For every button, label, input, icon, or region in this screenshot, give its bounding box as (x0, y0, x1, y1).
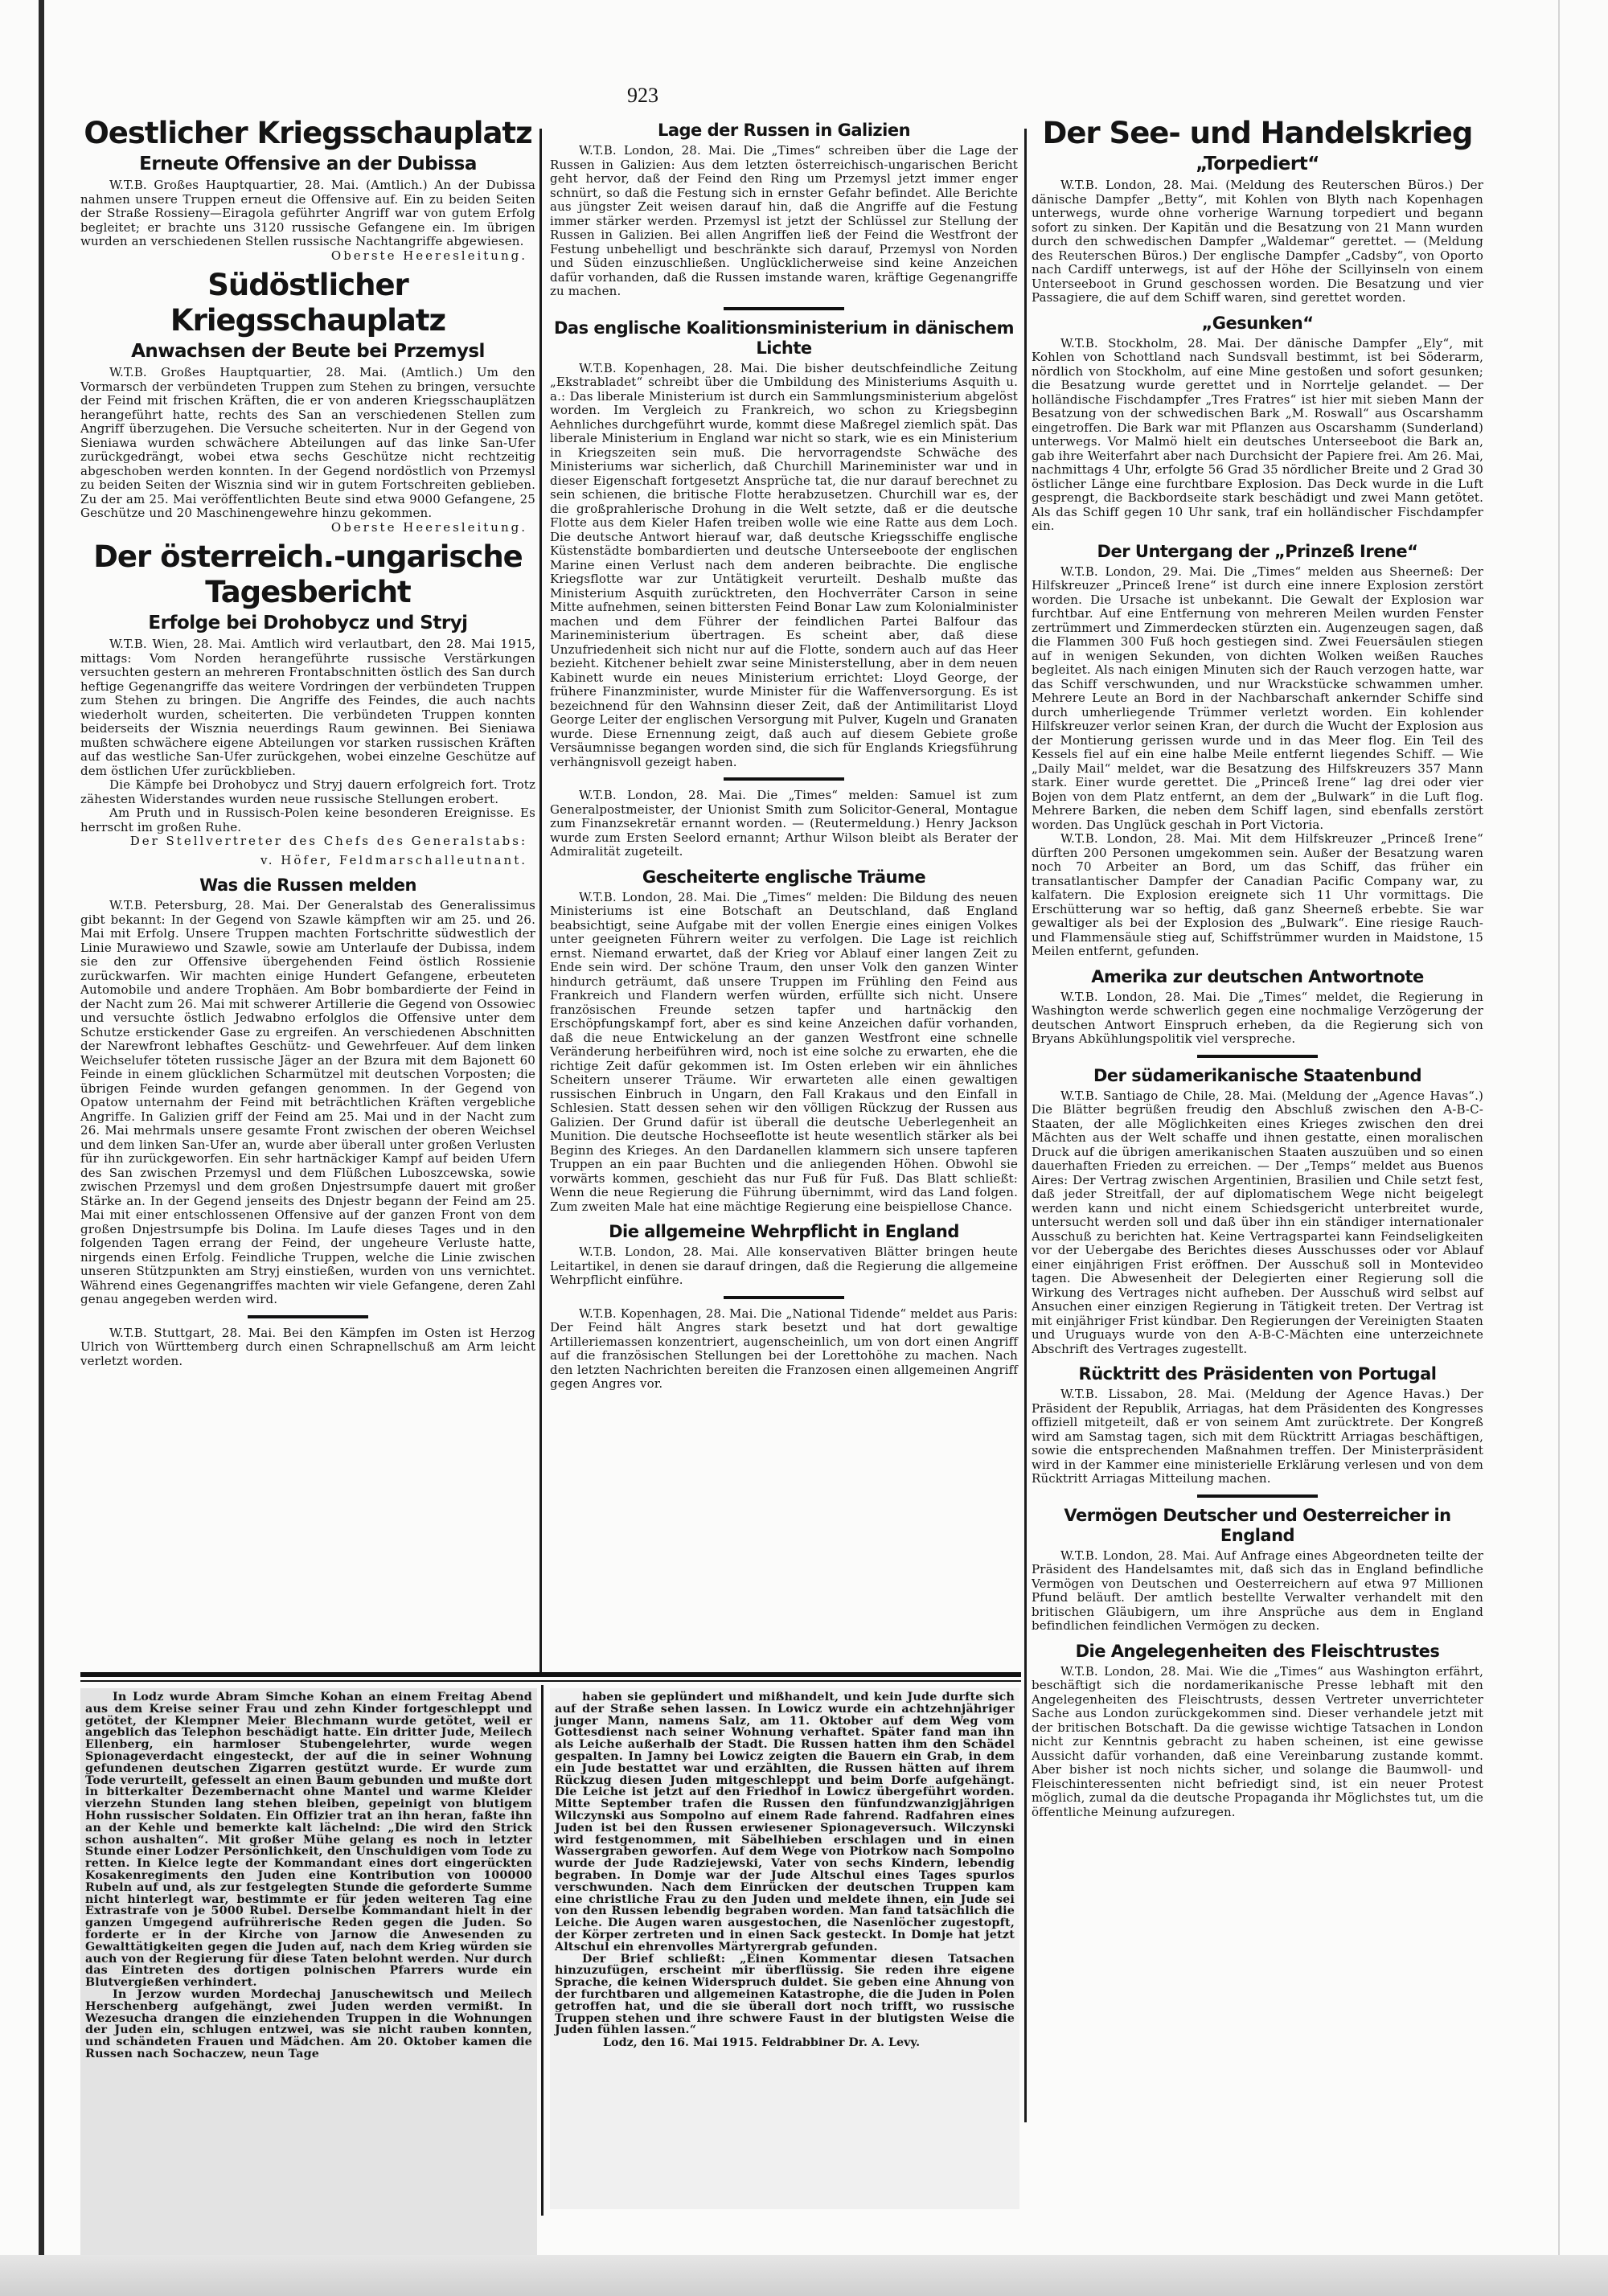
paragraph: W.T.B. London, 28. Mai. Auf Anfrage eines Abgeordneten teilte der Präsident des Handelsamtes mit, daß sich das in England befindliche Vermögen von Deutschen und Oesterreichern auf etwa 97 Millionen Pfund beläuft. Der amtlich bestellte Verwalter verhandelt mit den britischen Gläubigern, um ihre Ansprüche aus dem in England befindlichen feindlichen Vermögen zu decken. (1032, 1548, 1483, 1633)
paragraph: W.T.B. London, 28. Mai. Mit dem Hilfskreuzer „Princeß Irene“ dürften 200 Personen umgekommen sein. Außer der Besatzung waren noch 70 Arbeiter an Bord, um das Schiff, das früher ein transatlantischer Dampfer der Canadian Pacific Company war, zu kalfatern. Die Explosion ereignete sich 11 Uhr vormittags. Die Erschütterung war so heftig, daß ganz Sheerneß erbebte. Sie war gewaltiger als bei der Explosion des „Bulwark“. Eine riesige Rauch- und Flammensäule stieg auf, Schiffstrümmer wurden in Maidstone, 15 Meilen entfernt, gefunden. (1032, 831, 1483, 958)
paragraph: W.T.B. Kopenhagen, 28. Mai. Die bisher deutschfeindliche Zeitung „Ekstrabladet“ schreibt über die Umbildung des Ministeriums Asquith u. a.: Das liberale Ministerium ist durch ein Sammlungsministerium abgelöst worden. Im Vergleich zu Frankreich, wo schon zu Kriegsbeginn Aehnliches durchgeführt wurde, kommt diese Maßregel ziemlich spät. Das liberale Ministerium in England war nicht so stark, wie es ein Ministerium in Kriegszeiten sein muß. Die hervorragendste Schwäche des Ministeriums war sicherlich, daß Churchill Marineminister war und in dieser Eigenschaft fortgesetzt Ansprüche tat, die nur darauf berechnet zu sein schienen, die britische Flotte herabzusetzen. Churchill war es, der die großprahlerische Drohung in die Welt setzte, daß er die deutsche Flotte aus dem Kieler Hafen treiben wolle wie eine Ratte aus dem Loch. Die deutsche Antwort hierauf war, daß deutsche Kriegsschiffe englische Küstenstädte bombardierten und deutsche Unterseeboote der englischen Marine einen Verlust nach dem anderen beibrachte. Die englische Kriegsflotte war zur Untätigkeit verurteilt. Deshalb mußte das Ministerium Asquith zurücktreten, den Hochverräter Carson in seine Mitte aufnehmen, seinen bittersten Feind Bonar Law zum Kolonialminister machen und dem Führer der feindlichen Partei Balfour das Marineministerium übertragen. Es scheint aber, daß diese Unzufriedenheit sich nicht nur auf die Flotte, sondern auch auf das Heer bezieht. Kitchener behielt zwar seine Ministerstellung, aber in dem neuen Kabinett wurde ein neues Ministerium errichtet: Lloyd George, der frühere Finanzminister, wurde Minister für die Waffenversorgung. Es ist bezeichnend für den Wahnsinn dieser Zeit, daß der Antimilitarist Lloyd George Leiter der englischen Versorgung mit Pulver, Kugeln und Granaten wurde. Diese Ernennung zeigt, daß auch auf diesem Gebiete große Versäumnisse begangen worden sind, die sich für Englands Kriegsführung verhängnisvoll gezeigt haben. (550, 360, 1018, 769)
scan-edge-line (39, 0, 44, 2296)
section-heading: Oestlicher Kriegsschauplatz (84, 116, 532, 150)
article-heading: Rücktritt des Präsidenten von Portugal (1078, 1364, 1437, 1384)
bottom-article-right (550, 1688, 1019, 2209)
bottom-article-left (80, 1688, 537, 2257)
section-divider (80, 1672, 1021, 1677)
paragraph: W.T.B. Petersburg, 28. Mai. Der Generalstab des Generalissimus gibt bekannt: In der Gegend von Szawle kämpften wir am 25. und 26. Mai mit Erfolg. Unsere Truppen machten Fortschritte südwestlich der Linie Murawiewo und Szawle, sowie am Unterlaufe der Dubissa, indem sie den zur Offensive übergehenden Feind östlich Rossienie zurückwarfen. Wir machten einige Hundert Gefangene, erbeuteten Automobile und andere Trophäen. Am Bobr bombardierte der Feind in der Nacht zum 26. Mai mit schwerer Artillerie die Gegend von Ossowiec und versuchte östlich Jedwabno erfolglos die Offensive unter dem Schutze erstickender Gase zu ergreifen. An verschiedenen Abschnitten der Narewfront lebhaftes Geschütz- und Gewehrfeuer. Auf dem linken Weichselufer töteten russische Jäger an der Bzura mit dem Bajonett 60 Feinde in einem glücklichen Scharmützel mit deutschen Vorposten; die übrigen Feinde wurden gefangen genommen. In der Gegend von Opatow unternahm der Feind mit beträchtlichen Kräften vergebliche Angriffe. In Galizien griff der Feind am 25. Mai und in der Nacht zum 26. Mai mehrmals unsere gesamte Front zwischen der oberen Weichsel und dem linken San-Ufer an, wurde aber überall unter großen Verlusten für ihn zurückgeworfen. Ein sehr hartnäckiger Kampf auf beiden Ufern des San zwischen Przemysl und dem Flüßchen Luboszcewska, sowie zwischen Przemysl und dem großen Dnjestrsumpfe dauert mit großer Stärke an. In der Gegend jenseits des Dnjestr begann der Feind am 25. Mai mit einer entschlossenen Offensive auf der ganzen Front von dem großen Dnjestrsumpfe bis Dolina. Im Laufe dieses Tages und in den folgenden Tagen errang der Feind, der ungeheure Verluste hatte, nirgends einen Erfolg. Feindliche Truppen, welche die Linie zwischen unseren Stützpunkten am Stryj einstießen, wurden von uns vernichtet. Während eines Gegenangriffes machten wir viele Gefangene, deren Zahl genau angegeben werden wird. (80, 898, 535, 1306)
article-heading: Gescheiterte englische Träume (642, 867, 926, 887)
page-edge (1558, 0, 1560, 2296)
section-heading: Der österreich.-ungarische Tagesbericht (93, 539, 523, 609)
paragraph: Der Brief schließt: „Einen Kommentar diesen Tatsachen hinzuzufügen, erscheint mir überflüssig. Sie reden ihre eigene Sprache, die keinen Widerspruch duldet. Sie geben eine Ahnung von der furchtbaren und allgemeinen Katastrophe, die die Juden in Polen getroffen hat, und die sie überall dort noch trifft, wo russische Truppen stehen und ihre schwere Faust in der blutigsten Weise die Juden fühlen lassen.“ (555, 1952, 1015, 2037)
article-heading: Was die Russen melden (199, 875, 416, 895)
paragraph: W.T.B. Stockholm, 28. Mai. Der dänische Dampfer „Ely“, mit Kohlen von Schottland nach Sundsvall bestimmt, ist bei Söderarm, nördlich von Stockholm, auf eine Mine gestoßen und sofort gesunken; die Besatzung wurde gerettet und in Norrtelje gelandet. — Der holländische Fischdampfer „Tres Fratres“ ist hier mit sieben Mann der Besatzung von der schwedischen Bark „M. Roswall“ aus Oscarshamm eingetroffen. Die Bark war mit Pflanzen aus Oscarshamm (Sunderland) unterwegs. Vor Malmö hielt ein deutsches Unterseeboot die Bark an, gab ihre Weiterfahrt aber nach Durchsicht der Papiere frei. Am 26. Mai, nachmittags 4 Uhr, erfolgte 56 Grad 35 nördlicher Breite und 2 Grad 30 östlicher Länge eine furchtbare Explosion. Das Deck wurde in die Luft gesprengt, die Backbordseite stark beschädigt und zwei Mann getötet. Als das Schiff gegen 10 Uhr sank, traf ein holländischer Fischdampfer ein. (1032, 335, 1483, 533)
paragraph: W.T.B. London, 28. Mai. Die „Times“ schreiben über die Lage der Russen in Galizien: Aus dem letzten österreichisch-ungarischen Bericht geht hervor, daß der Feind den Ring um Przemysl jetzt immer enger schnürt, so daß die Festung sich in ernster Gefahr befindet. Alle Berichte aus jüngster Zeit weisen darauf hin, daß die Angriffe auf die Festung immer stärker werden. Przemysl ist jetzt der Schlüssel zur Stellung der Russen in Galizien. Bei allen Angriffen ließ der Feind die Westfront der Festung unbehelligt und beschränkte sich darauf, Przemysl von Norden und Süden einzuschließen. Unglücklicherweise sind keine Anzeichen dafür vorhanden, daß die Russen imstande waren, kräftige Gegenangriffe zu machen. (550, 143, 1018, 298)
divider-rule (724, 307, 844, 310)
article-heading: Amerika zur deutschen Antwortnote (1091, 966, 1424, 986)
paragraph: W.T.B. Stuttgart, 28. Mai. Bei den Kämpfen im Osten ist Herzog Ulrich von Württemberg durch einen Schrapnellschuß am Arm leicht verletzt worden. (80, 1325, 535, 1368)
article-heading: „Gesunken“ (1201, 313, 1314, 333)
paragraph: W.T.B. Kopenhagen, 28. Mai. Die „National Tidende“ meldet aus Paris: Der Feind hält Angres stark besetzt und hat dort gewaltige Artilleriemassen konzentriert, augenscheinlich, um von dort einen Angriff auf die französischen Stellungen bei der Lorettohöhe zu machen. Nach den letzten Nachrichten bereiten die Franzosen einen allgemeinen Angriff gegen Angres vor. (550, 1306, 1018, 1391)
article-heading: Die allgemeine Wehrpflicht in England (609, 1222, 959, 1241)
paragraph: W.T.B. London, 28. Mai. Alle konservativen Blätter bringen heute Leitartikel, in denen sie darauf dringen, daß die Regierung die allgemeine Wehrpflicht einführe. (550, 1244, 1018, 1287)
paragraph: W.T.B. Santiago de Chile, 28. Mai. (Meldung der „Agence Havas“.) Die Blätter begrüßen freudig den Abschluß zwischen den A-B-C-Staaten, der alle Möglichkeiten eines Krieges zwischen den drei Mächten aus der Welt schaffe und ihnen gestatte, einen moralischen Druck auf die übrigen amerikanischen Staaten auszuüben und so einen dauerhaften Frieden zu erreichen. — Der „Temps“ meldet aus Buenos Aires: Der Vertrag zwischen Argentinien, Brasilien und Chile setzt fest, daß jeder Streitfall, der auf diplomatischem Wege nicht beigelegt werden kann und nicht einem Schiedsgericht unterbreitet wurde, untersucht werden soll und daß über ihn ein ständiger internationaler Ausschuß zu berichten hat. Keine Vertragspartei kann Feindseligkeiten vor der Uebergabe des Berichtes dieses Ausschusses oder vor Ablauf einer einjährigen Frist eröffnen. Der Ausschuß soll in Montevideo tagen. Die Abwesenheit der Delegierten einer Regierung soll die Wirkung des Vertrages nicht aufheben. Der Ausschuß wird selbst auf Ansuchen einer einzigen Regierung in Tätigkeit treten. Der Vertrag ist mit einjähriger Frist kündbar. Den Regierungen der Vereinigten Staaten und Uruguays wurde von den A-B-C-Mächten eine unterzeichnete Abschrift des Vertrages zugestellt. (1032, 1088, 1483, 1356)
signature: Oberste Heeresleitung. (330, 519, 527, 535)
divider-rule (248, 1315, 368, 1318)
article-heading: Vermögen Deutscher und Oesterreicher in England (1064, 1505, 1451, 1545)
column-divider (539, 129, 542, 1672)
article-heading: Die Angelegenheiten des Fleischtrustes (1075, 1641, 1440, 1661)
signature: Oberste Heeresleitung. (330, 248, 527, 263)
scan-bottom-strip (0, 2255, 1608, 2296)
signature: Der Stellvertreter des Chefs des Generalstabs: (129, 834, 527, 848)
page-number: 923 (627, 84, 658, 107)
paragraph: W.T.B. Wien, 28. Mai. Amtlich wird verlautbart, den 28. Mai 1915, mittags: Vom Norden herangeführte russische Verstärkungen versuchten gestern an mehreren Frontabschnitten östlich des San durch heftige Gegenangriffe das weitere Vordringen der verbündeten Truppen zum Stehen zu bringen. Die Angriffe des Feindes, die auch nachts wiederholt wurden, scheiterten. Die verbündeten Truppen konnten beiderseits der Wisznia neuerdings Raum gewinnen. Bei Sieniawa mußten schwächere eigene Abteilungen vor starken russischen Kräften auf das westliche San-Ufer zurückgehen, wobei einzelne Geschütze auf dem östlichen Ufer zurückblieben. (80, 637, 535, 778)
article-heading: Das englische Koalitionsministerium in dänischem Lichte (553, 318, 1015, 358)
paragraph: W.T.B. Lissabon, 28. Mai. (Meldung der Agence Havas.) Der Präsident der Republik, Arriagas, hat dem Präsidenten des Kongresses offiziell mitgeteilt, daß er von seinem Amt zurücktrete. Der Kongreß wird am Samstag tagen, sich mit dem Rücktritt Arriagas beschäftigen, sowie die entsprechenden Maßnahmen treffen. Der Ministerpräsident wird in der Kammer eine ministerielle Erklärung verlesen und von dem Rücktritt Arriagas Mitteilung machen. (1032, 1387, 1483, 1486)
column-center (550, 113, 1018, 1392)
paragraph: W.T.B. London, 28. Mai. Die „Times“ melden: Die Bildung des neuen Ministeriums ist eine Botschaft an Deutschland, daß England beabsichtigt, seine Aufgabe mit der vollen Energie eines einigen Volkes unter geeigneten Führern weiter zu verfolgen. Die Lage ist reichlich ernst. Niemand erwartet, daß der Krieg vor Ablauf einer langen Zeit zu Ende sein wird. Der schöne Traum, den unser Volk den ganzen Winter hindurch geträumt, daß unsere Truppen im Frühling den Feind aus Frankreich und Flandern werfen würden, erfüllte sich nicht. Unsere französischen Freunde setzen tapfer und hartnäckig den Erschöpfungskampf fort, aber es sind keine Anzeichen dafür vorhanden, daß die neue Entwickelung an der ganzen Westfront eine schnelle Veränderung herbeiführen wird, noch ist eine solche zu erwarten, ehe die richtige Zeit dafür gekommen ist. Im Osten erleben wir ein ähnliches Scheitern unserer Träume. Wir erwarteten alle einen gewaltigen russischen Einbruch in Ungarn, den Fall Krakaus und den Einfall in Schlesien. Statt dessen sehen wir den völligen Rückzug der Russen aus Galizien. Der Grund dafür ist überall die deutsche Ueberlegenheit an Munition. Die deutsche Hochseeflotte ist heute wesentlich stärker als bei Beginn des Krieges. An den Dardanellen klammern sich unsere tapferen Truppen an ein paar Buchten und die anliegenden Höhen. Obwohl sie vorwärts kommen, geschieht das nur Fuß für Fuß. Das Blatt schließt: Wenn die neue Regierung die Führung übernimmt, wird das Land folgen. Zum zweiten Male hat eine mächtige Regierung eine beispiellose Chance. (550, 889, 1018, 1214)
divider-rule (724, 1296, 844, 1299)
signature: v. Höfer, Feldmarschalleutnant. (260, 852, 527, 867)
subheading: Anwachsen der Beute bei Przemysl (131, 341, 485, 362)
subheading: Erneute Offensive an der Dubissa (139, 154, 477, 174)
paragraph: W.T.B. London, 28. Mai. Die „Times“ meldet, die Regierung in Washington werde schwerlich gegen eine nochmalige Verzögerung der deutschen Antwort Einspruch erheben, da die Regierung sich von Bryans Abkühlungspolitik viel verspreche. (1032, 989, 1483, 1046)
subheading: Erfolge bei Drohobycz und Stryj (148, 613, 468, 633)
article-heading: Der südamerikanische Staatenbund (1093, 1065, 1422, 1085)
section-heading: Der See- und Handelskrieg (1042, 116, 1473, 150)
paragraph: W.T.B. London, 29. Mai. Die „Times“ melden aus Sheerneß: Der Hilfskreuzer „Princeß Irene“ ist durch eine innere Explosion zerstört worden. Die Ursache ist unbekannt. Die Gewalt der Explosion war furchtbar. Auf eine Entfernung von mehreren Meilen wurden Fenster zertrümmert und Zimmerdecken stürzten ein. Augenzeugen sagen, daß die Flammen 300 Fuß hoch gestiegen sind. Zwei Feuersäulen stiegen auf in wenigen Sekunden, von dichten Wolken weißen Rauches begleitet. Als nach einigen Minuten sich der Rauch verzogen hatte, war das Schiff verschwunden, und nur Wrackstücke schwammen umher. Mehrere Leute an Bord in der Nachbarschaft ankernder Schiffe sind durch umherliegende Trümmer verletzt worden. Ein kohlender Hilfskreuzer verlor seinen Kran, der durch die Wucht der Explosion aus der Montierung gerissen wurde und in das Meer flog. Ein Teil des Kessels fiel auf ein eine halbe Meile entfernt liegendes Schiff. — Wie „Daily Mail“ meldet, war die Besatzung des Hilfskreuzers 357 Mann stark. Einer wurde gerettet. Die „Princeß Irene“ lag drei oder vier Bojen von dem Platz entfernt, an dem der „Bulwark“ in die Luft flog. Mehrere Barken, die neben dem Schiff lagen, sind ebenfalls zerstört worden. Das Unglück geschah in Port Victoria. (1032, 564, 1483, 832)
paragraph: W.T.B. Großes Hauptquartier, 28. Mai. (Amtlich.) Um den Vormarsch der verbündeten Truppen zum Stehen zu bringen, versuchte der Feind mit frischen Kräften, die er von anderen Kriegsschauplätzen herangeführt hatte, rechts des San an verschiedenen Stellen zum Angriff überzugehen. Die Versuche scheiterten. Nur in der Gegend von Sieniawa wurden schwächere Abteilungen auf das linke San-Ufer zurückgedrängt, wobei etwa sechs Geschütze nicht rechtzeitig abgeschoben werden konnten. In der Gegend nordöstlich von Przemysl zu beiden Seiten der Wisznia sind wir in gutem Fortschreiten geblieben. Zu der am 25. Mai veröffentlichten Beute sind etwa 9000 Gefangene, 25 Geschütze und 20 Maschinengewehre hinzu gekommen. (80, 365, 535, 520)
column-divider (541, 1685, 544, 2216)
paragraph: W.T.B. London, 28. Mai. Die „Times“ melden: Samuel ist zum Generalpostmeister, der Unionist Smith zum Solicitor-General, Montague zum Finanzsekretär ernannt worden. — (Reutermeldung.) Henry Jackson wurde zum Ersten Seelord ernannt; Arthur Wilson bleibt als Berater der Admiralität zugeteilt. (550, 788, 1018, 859)
article-heading: Der Untergang der „Prinzeß Irene“ (1097, 541, 1418, 561)
paragraph: W.T.B. Großes Hauptquartier, 28. Mai. (Amtlich.) An der Dubissa nahmen unsere Truppen erneut die Offensive auf. Ein zu beiden Seiten der Straße Rossieny—Eiragola geführter Angriff war von gutem Erfolg begleitet; er brachte uns 3120 russische Gefangene ein. Im übrigen wurden an verschiedenen Stellen russische Nachtangriffe abgewiesen. (80, 178, 535, 248)
divider-rule (724, 777, 844, 781)
signature: Lodz, den 16. Mai 1915. Feldrabbiner Dr. A. Levy. (603, 2036, 921, 2050)
paragraph: W.T.B. London, 28. Mai. (Meldung des Reuterschen Büros.) Der dänische Dampfer „Betty“, mit Kohlen von Blyth nach Kopenhagen unterwegs, wurde ohne vorherige Warnung torpediert und begann sofort zu sinken. Der Kapitän und die Besatzung von 21 Mann wurden durch den schwedischen Dampfer „Waldemar“ gerettet. — (Meldung des Reuterschen Büros.) Der englische Dampfer „Cadsby“, von Oporto nach Cardiff unterwegs, ist auf der Höhe der Scillyinseln von einem Unterseeboot in Grund geschossen worden. Die Besatzung und vier Passagiere, die auf dem Schiff waren, sind gerettet worden. (1032, 178, 1483, 305)
subheading: „Torpediert“ (1196, 154, 1319, 174)
paragraph: Am Pruth und in Russisch-Polen keine besonderen Ereignisse. Es herrscht im großen Ruhe. (80, 806, 535, 834)
divider-rule (1197, 1494, 1318, 1498)
column-divider (1024, 129, 1027, 2122)
paragraph: haben sie geplündert und mißhandelt, und kein Jude durfte sich auf der Straße sehen lassen. In Lowicz wurde ein achtzehnjähriger junger Mann, namens Salz, am 11. Oktober auf dem Weg vom Gottesdienst nach seiner Wohnung verhaftet. Später fand man ihn als Leiche außerhalb der Stadt. Die Russen hatten ihm den Schädel gespalten. In Jamny bei Lowicz zeigten die Bauern ein Grab, in dem ein Jude bestattet war und erzählten, die Russen hätten auf ihrem Rückzug diesen Juden mitgeschleppt und beim Dorfe aufgehängt. Die Leiche ist jetzt auf den Friedhof in Lowicz übergeführt worden. Mitte September trafen die Russen den fünfundzwanzigjährigen Wilczynski aus Sompolno auf einem Rade fahrend. Radfahren eines Juden ist bei den Russen erwiesener Spionageversuch. Wilczynski wird festgenommen, mit Säbelhieben erschlagen und in einen Wassergraben geworfen. Auf dem Wege von Piotrkow nach Sompolno wurde der Jude Radziejewski, Vater von sechs Kindern, lebendig begraben. In Domje war der Jude Altschul eines Tages spurlos verschwunden. Nach dem Einrücken der deutschen Truppen kam eine christliche Frau zu den Juden und meldete ihnen, ein Jude sei von den Russen lebendig begraben worden. Man fand tatsächlich die Leiche. Die Augen waren ausgestochen, die Nasenlöcher zugestopft, der Körper zertreten und in einen Sack gesteckt. In Domje hat jetzt Altschul ein ehrenvolles Märtyrergrab gefunden. (555, 1691, 1015, 1954)
paragraph: W.T.B. London, 28. Mai. Wie die „Times“ aus Washington erfährt, beschäftigt sich die nordamerikanische Presse lebhaft mit den Angelegenheiten des Fleischtrusts, dessen Vertreter unverrichteter Sache aus London zurückgekommen sind. Dieser verhandele jetzt mit der britischen Botschaft. Da die gewisse wichtige Tatsachen in London nicht zur Kenntnis gebracht zu haben scheinen, ist eine gewisse Aussicht dafür vorhanden, daß eine Vereinbarung zustande kommt. Aber bisher ist noch nichts sicher, und solange die Baumwoll- und Fleischinteressenten nicht befriedigt sind, ist ein neuer Protest möglich, zumal da die deutsche Propaganda ihr Möglichstes tut, um die öffentliche Meinung aufzuregen. (1032, 1663, 1483, 1819)
section-heading: Südöstlicher Kriegsschauplatz (170, 268, 446, 338)
column-left (80, 113, 535, 1368)
section-divider (80, 1680, 1021, 1682)
column-right (1032, 113, 1483, 1819)
paragraph: Die Kämpfe bei Drohobycz und Stryj dauern erfolgreich fort. Trotz zähesten Widerstandes wurden neue russische Stellungen erobert. (80, 777, 535, 806)
paragraph: In Jerzow wurden Mordechaj Januschewitsch und Meilech Herschenberg aufgehängt, zwei Juden werden vermißt. In Wezesucha drangen die einziehenden Truppen in die Wohnungen der Juden ein, schlugen entzwei, was sie nicht rauben konnten, und schändeten Frauen und Mädchen. Am 20. Oktober kamen die Russen nach Sochaczew, neun Tage (85, 1987, 532, 2060)
divider-rule (1197, 1055, 1318, 1058)
article-heading: Lage der Russen in Galizien (657, 121, 911, 140)
paragraph: In Lodz wurde Abram Simche Kohan an einem Freitag Abend aus dem Kreise seiner Frau und zehn Kinder fortgeschleppt und getötet, der Klempner Meier Blechmann wurde getötet, weil er angeblich das Telephon beschädigt hatte. Ein dritter Jude, Meilech Ellenberg, ein harmloser Stubengelehrter, wurde wegen Spionageverdacht eingesteckt, der auf die in seiner Wohnung gefundenen deutschen Zigarren gestützt wurde. Er wurde zum Tode verurteilt, gefesselt an einen Baum gebunden und mußte dort in bitterkalter Dezembernacht ohne Mantel und warme Kleider vierzehn Stunden lang stehen bleiben, gepeinigt von blutigem Hohn russischer Soldaten. Ein Offizier trat an ihn heran, faßte ihn an der Kehle und bemerkte kalt lächelnd: „Die wird den Strick schon aushalten“. Mit großer Mühe gelang es noch in letzter Stunde einer Lodzer Persönlichkeit, den Unschuldigen vom Tode zu retten. In Kielce legte der Kommandant eines dort eingerückten Kosakenregiments den Juden eine Kontribution von 100000 Rubeln auf und, als zur festgelegten Stunde die geforderte Summe nicht hinterlegt war, bestimmte er für jeden weiteren Tag eine Extrastrafe von je 5000 Rubel. Derselbe Kommandant hielt in der ganzen Umgegend aufrührerische Reden gegen die Juden. So forderte er in der Kirche von Jarnow die Anwesenden zu Gewalttätigkeiten gegen die Juden auf, nach dem Krieg würden sie auch von der Regierung für diese Taten belohnt werden. Nur durch das Eintreten des dortigen polnischen Pfarrers wurde ein Blutvergießen verhindert. (85, 1691, 532, 1990)
